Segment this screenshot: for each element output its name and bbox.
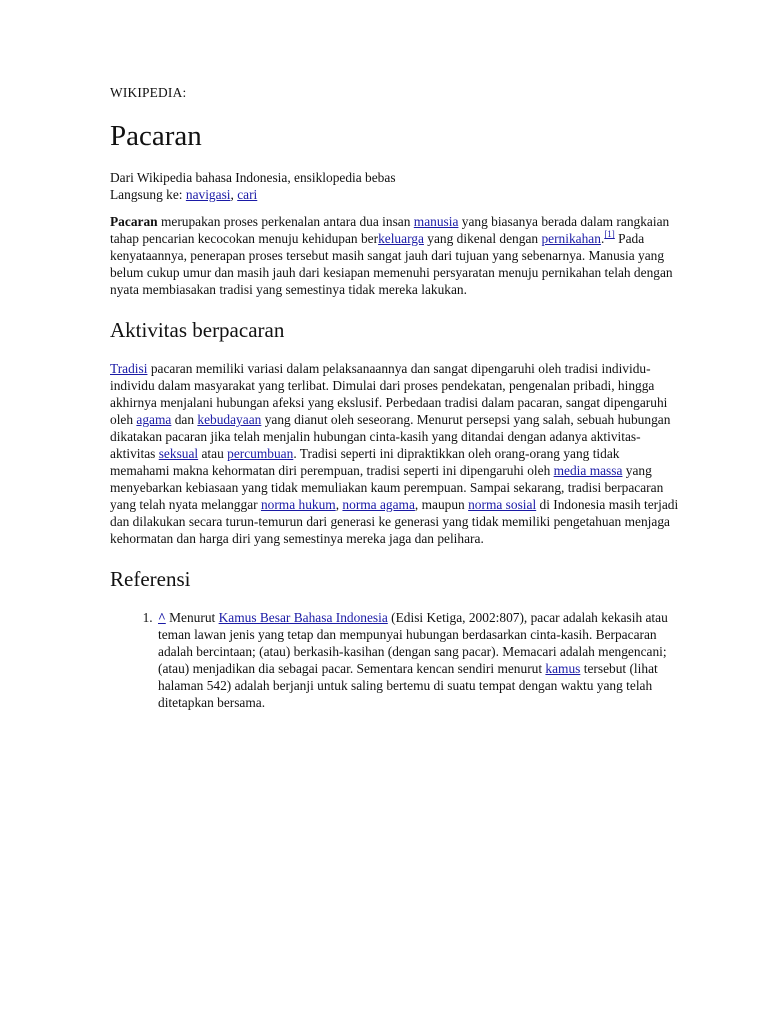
aktivitas-text: dan: [171, 412, 198, 427]
navigation-link[interactable]: navigasi: [185, 187, 231, 202]
aktivitas-text: yang menyebarkan kebiasaan yang tidak memuliakan kaum perempuan. Sampai sekarang, tradisi berpacaran yang telah nyata melanggar: [110, 463, 664, 512]
link-percumbuan[interactable]: percumbuan: [227, 446, 294, 461]
link-norma-agama[interactable]: norma agama: [342, 497, 415, 512]
link-seksual[interactable]: seksual: [158, 446, 199, 461]
intro-paragraph: [110, 213, 682, 298]
article: [110, 84, 682, 711]
intro-text: yang biasanya berada dalam rangkaian tahap pencarian kecocokan menuju kehidupan ber: [110, 214, 670, 246]
aktivitas-text: pacaran memiliki variasi dalam pelaksanaannya dan sangat dipengaruhi oleh tradisi individu-individu dalam masyarakat yang terlibat. Dimulai dari proses pendekatan, pengenalan pribadi, hingga akhirnya menjalani hubungan afeksi yang ekslusif. Perbedaan tradisi dalam pacaran, sangat dipengaruhi oleh: [110, 361, 668, 427]
site-label: WIKIPEDIA:: [110, 85, 187, 100]
aktivitas-text: atau: [198, 446, 228, 461]
intro-bold-term: Pacaran: [110, 214, 158, 229]
intro-text: Pada kenyataannya, penerapan proses tersebut masih sangat jauh dari tujuan yang sebenarnya. Manusia yang belum cukup umur dan masih jauh dari kesiapan memenuhi persyaratan menuju pernikahan telah dengan nyata membiasakan tradisi yang semestinya tidak mereka lakukan.: [110, 231, 673, 297]
back-to-citation-link[interactable]: ^: [158, 610, 166, 625]
link-agama[interactable]: agama: [136, 412, 172, 427]
aktivitas-text: yang dianut oleh seseorang. Menurut persepsi yang salah, sebuah hubungan dikatakan pacaran jika telah menjalin hubungan cinta-kasih yang ditandai dengan adanya aktivitas-aktivitas: [110, 412, 671, 461]
link-media-massa[interactable]: media massa: [553, 463, 623, 478]
reference-text: Menurut: [165, 610, 219, 625]
link-kbbi[interactable]: Kamus Besar Bahasa Indonesia: [218, 610, 388, 625]
aktivitas-text: . Tradisi seperti ini dipraktikkan oleh orang-orang yang tidak memahami makna kehormatan diri perempuan, tradisi seperti ini dipengaruhi oleh: [110, 446, 620, 478]
link-keluarga[interactable]: keluarga: [378, 231, 424, 246]
page-title: Pacaran: [110, 120, 202, 152]
section-heading-aktivitas: Aktivitas berpacaran: [110, 318, 285, 342]
link-kebudayaan[interactable]: kebudayaan: [197, 412, 262, 427]
jump-links: [110, 186, 682, 203]
reference-text: (Edisi Ketiga, 2002:807), pacar adalah kekasih atau teman lawan jenis yang tetap dan mempunyai hubungan berdasarkan cinta-kasih. Berpacaran adalah bercintaan; (atau) berkasih-kasihan (dengan sang pacar). Memacari adalah mengencani; (atau) menjadikan dia sebagai pacar. Sementara kencan sendiri menurut: [158, 610, 668, 676]
intro-text: yang dikenal dengan: [423, 231, 542, 246]
search-link[interactable]: cari: [237, 187, 258, 202]
reference-text: tersebut (lihat halaman 542) adalah berjanji untuk saling bertemu di suatu tempat dengan waktu yang telah ditetapkan bersama.: [158, 661, 658, 710]
link-norma-sosial[interactable]: norma sosial: [468, 497, 537, 512]
jump-prefix: Langsung ke:: [110, 187, 186, 202]
link-manusia[interactable]: manusia: [413, 214, 459, 229]
section-heading-referensi: Referensi: [110, 567, 191, 591]
link-pernikahan[interactable]: pernikahan: [541, 231, 601, 246]
aktivitas-text: , maupun: [414, 497, 469, 512]
intro-text: .: [600, 231, 605, 246]
aktivitas-paragraph: [110, 360, 682, 547]
jump-separator: ,: [230, 187, 238, 202]
aktivitas-text: ,: [335, 497, 343, 512]
link-kamus[interactable]: kamus: [545, 661, 581, 676]
link-tradisi[interactable]: Tradisi: [110, 361, 148, 376]
reference-list: [110, 609, 682, 711]
reference-1-link[interactable]: [1]: [604, 229, 615, 239]
reference-item: [156, 609, 682, 711]
aktivitas-text: di Indonesia masih terjadi dan dilakukan secara turun-temurun dari generasi ke generasi yang tidak memiliki pengetahuan menjaga kehormatan dan harga diri yang semestinya mereka jaga dan pelihara.: [110, 497, 679, 546]
intro-text: merupakan proses perkenalan antara dua insan: [157, 214, 414, 229]
page-subtitle: Dari Wikipedia bahasa Indonesia, ensiklopedia bebas: [110, 170, 396, 185]
link-norma-hukum[interactable]: norma hukum: [260, 497, 336, 512]
